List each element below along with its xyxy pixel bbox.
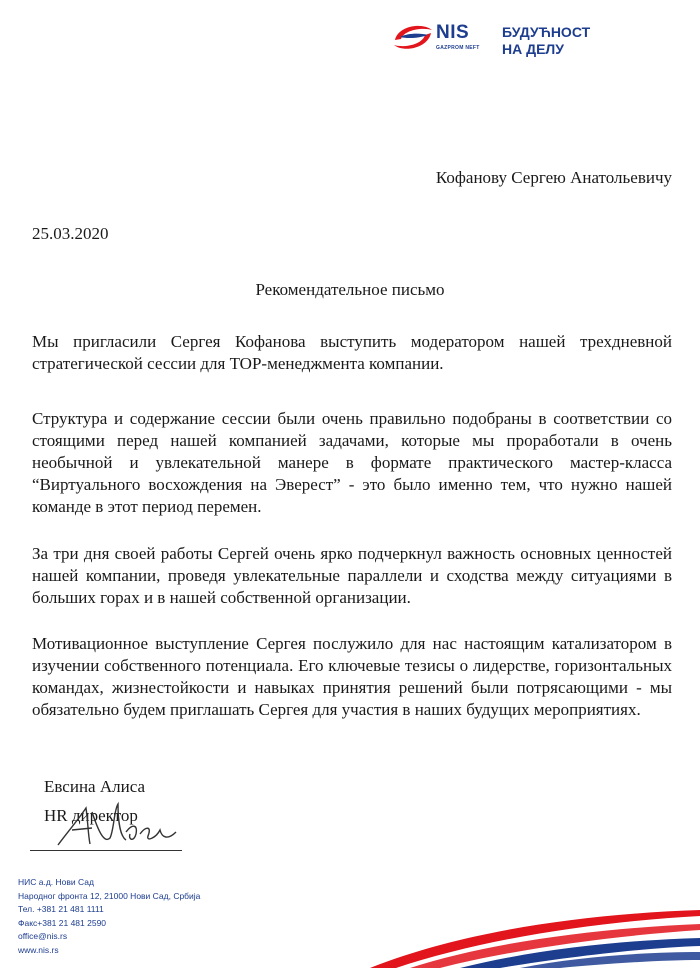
- brand-slogan: [502, 24, 590, 58]
- letter-recipient: Кофанову Сергею Анатольевичу: [435, 168, 672, 187]
- paragraph-2: Структура и содержание сессии были очень правильно подобраны в соответствии со стоящими перед нашей компанией задачами, которые мы проработали в очень необычной и увлекательной манере в формате практического мастер-класса “Виртуального восхождения на Эверест” - это было именно тем, что нужно нашей команде в этот период перемен.: [32, 409, 672, 516]
- company-footer: [18, 876, 200, 957]
- footer-email: office@nis.rs: [18, 931, 68, 941]
- brand-subtitle: GAZPROM NEFT: [436, 45, 480, 51]
- nis-swoosh-icon: [392, 20, 434, 54]
- signer-position: HR директор: [44, 806, 138, 825]
- company-logo: [392, 18, 632, 60]
- paragraph-4: Мотивационное выступление Сергея послужило для нас настоящим катализатором в изучении собственного потенциала. Его ключевые тезисы о лидерстве, горизонтальных командах, жизнестойкости и навыках принятия решений были потрясающими - мы обязательно будем приглашать Сергея для участия в наших будущих мероприятиях.: [32, 634, 672, 719]
- paragraph-1: Мы пригласили Сергея Кофанова выступить модератором нашей трехдневной стратегической сессии для TOP-менеджмента компании.: [32, 332, 672, 373]
- paragraph-3: За три дня своей работы Сергей очень ярко подчеркнул важность основных ценностей нашей компании, проведя увлекательные параллели и сходства между ситуациями в больших горах и в нашей собственной организации.: [32, 544, 672, 607]
- footer-phone: Тел. +381 21 481 1111: [18, 904, 104, 914]
- footer-company: НИС а.д. Нови Сад: [18, 877, 94, 887]
- corner-swoosh-decoration-icon: [370, 908, 700, 968]
- letter-title: Рекомендательное письмо: [255, 280, 445, 299]
- footer-fax: Факс+381 21 481 2590: [18, 917, 107, 928]
- footer-website: www.nis.rs: [18, 944, 59, 955]
- handwritten-signature-icon: [52, 790, 182, 854]
- signature-line: [30, 850, 182, 851]
- footer-address: Народног фронта 12, 21000 Нови Сад, Србија: [18, 890, 201, 901]
- slogan-line-1: БУДУЋНОСТ: [502, 24, 591, 40]
- slogan-line-2: НА ДЕЛУ: [502, 41, 564, 57]
- signer-name: Евсина Алиса: [44, 777, 146, 796]
- brand-name: NIS: [436, 22, 470, 43]
- letter-date: 25.03.2020: [32, 224, 109, 243]
